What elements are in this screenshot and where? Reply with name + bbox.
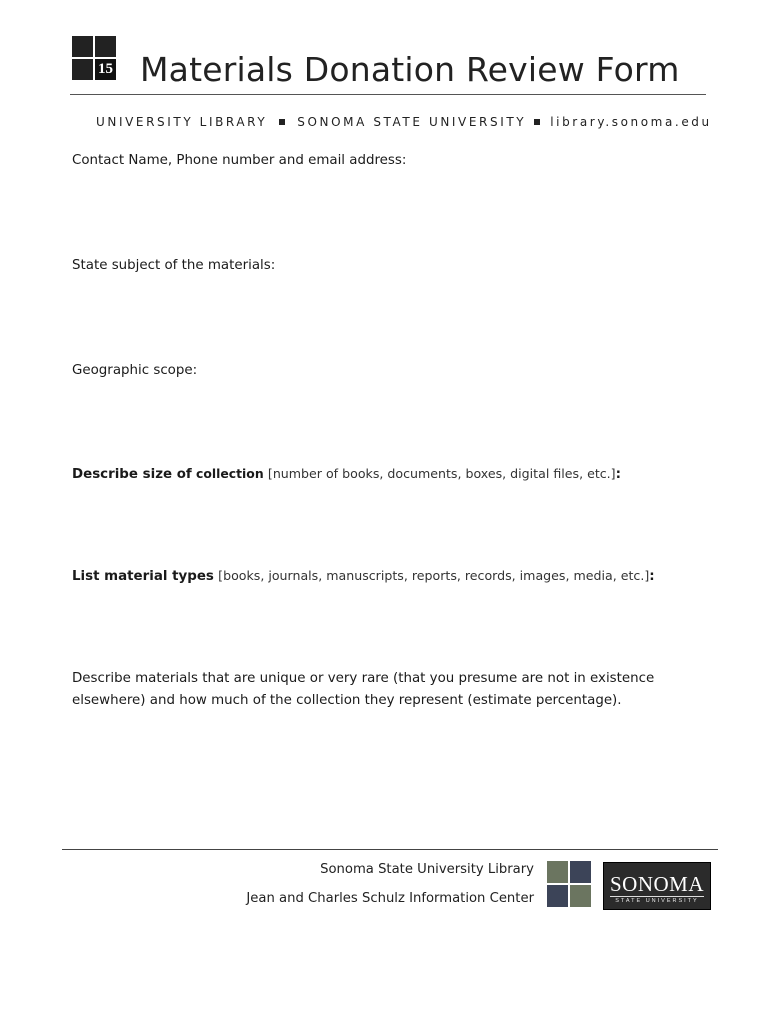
- field-contact-label: Contact Name, Phone number and email address:: [72, 153, 407, 168]
- sonoma-logo-word: SONOMA: [609, 872, 704, 896]
- field-size-hint: [number of books, documents, boxes, digital files, etc.]: [267, 466, 616, 481]
- field-size-colon: :: [615, 467, 621, 482]
- logo-square: [547, 861, 568, 883]
- footer-logo-grid: [547, 861, 591, 907]
- logo-square: [95, 36, 116, 57]
- footer-library-name: Sonoma State University Library: [320, 862, 534, 877]
- header-logo-grid: [72, 36, 116, 80]
- title-divider: [70, 94, 706, 95]
- footer-center-name: Jean and Charles Schulz Information Center: [246, 891, 534, 906]
- field-types-hint: [books, journals, manuscripts, reports, records, images, media, etc.]: [218, 568, 650, 583]
- logo-square: [547, 885, 568, 907]
- page-title: Materials Donation Review Form: [140, 50, 680, 89]
- logo-square: [72, 59, 93, 80]
- sonoma-state-logo: [603, 862, 711, 910]
- logo-rule: [610, 896, 704, 897]
- field-size-bold: Describe size of: [72, 467, 192, 482]
- field-types-colon: :: [649, 569, 655, 584]
- field-size-bold2: collection: [196, 466, 264, 481]
- field-types-label: [72, 565, 655, 588]
- tagline-library: UNIVERSITY LIBRARY: [96, 115, 268, 129]
- tagline-university: SONOMA STATE UNIVERSITY: [297, 115, 527, 129]
- field-unique-label: Describe materials that are unique or very rare (that you presume are not in existence elsewhere) and how much of the collection they represent (estimate percentage).: [72, 671, 655, 708]
- tagline: [96, 115, 712, 129]
- square-bullet-icon: [534, 119, 540, 125]
- square-bullet-icon: [279, 119, 285, 125]
- field-types-bold: List material types: [72, 569, 214, 584]
- logo-square: [72, 36, 93, 57]
- logo-square: [570, 885, 591, 907]
- sonoma-logo-sub: STATE UNIVERSITY: [615, 898, 699, 904]
- field-scope-label: Geographic scope:: [72, 363, 198, 378]
- logo-square: [570, 861, 591, 883]
- field-size-label: [72, 463, 621, 486]
- field-subject-label: State subject of the materials:: [72, 258, 276, 273]
- tagline-website: library.sonoma.edu: [550, 115, 712, 129]
- footer-divider: [62, 849, 718, 850]
- logo-number: 15: [95, 59, 116, 80]
